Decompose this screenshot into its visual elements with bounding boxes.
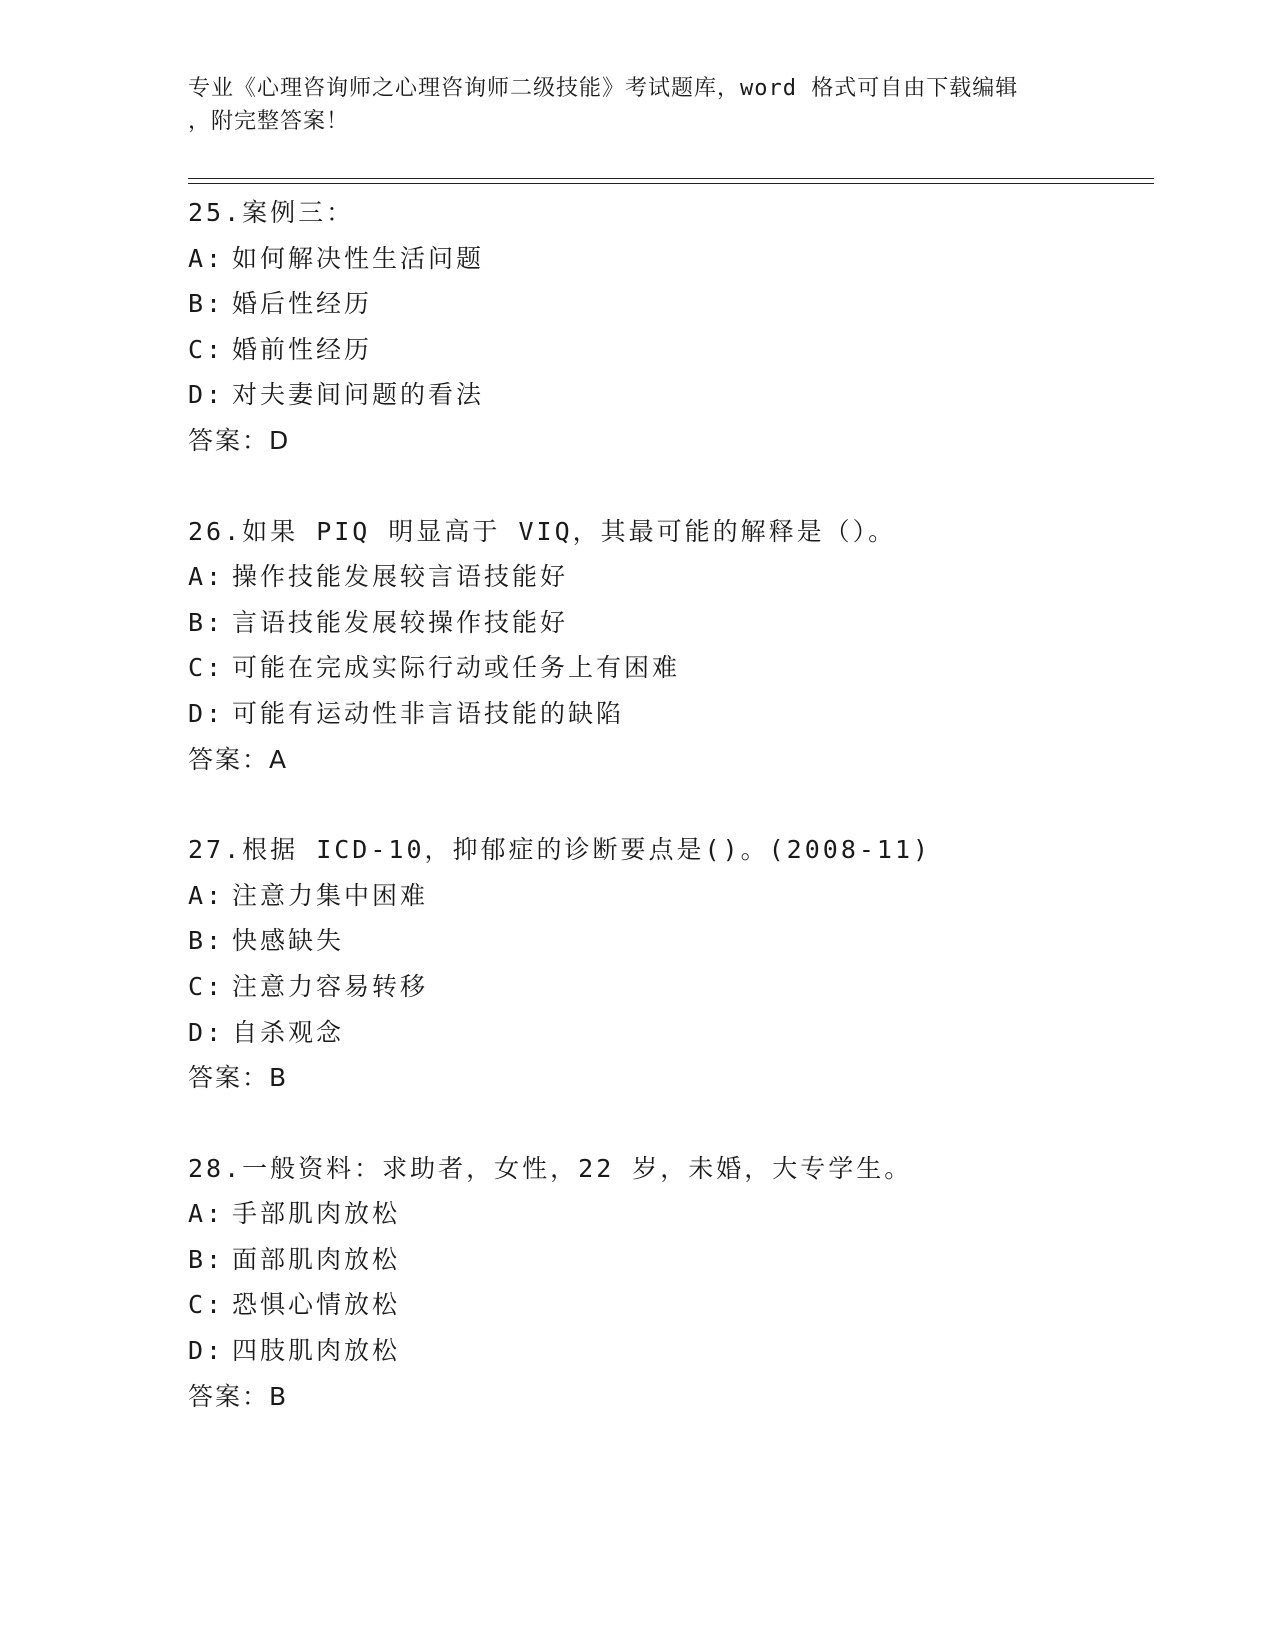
option-letter: A: [188, 1199, 225, 1229]
option-text: 如何解决性生活问题 [232, 243, 485, 273]
option-text: 自杀观念 [232, 1017, 345, 1047]
option-d [188, 372, 1148, 418]
option-text: 恐惧心情放松 [232, 1290, 401, 1320]
option-letter: C: [188, 971, 225, 1001]
question-27 [188, 827, 1148, 1101]
answer-line: 答案：A [188, 744, 289, 774]
question-stem: 26.如果 PIQ 明显高于 VIQ，其最可能的解释是（）。 [188, 516, 897, 546]
header-divider-top [188, 178, 1154, 179]
option-a [188, 873, 1148, 919]
option-text: 婚后性经历 [232, 289, 373, 319]
question-stem: 28.一般资料：求助者，女性，22 岁，未婚，大专学生。 [188, 1153, 913, 1183]
option-letter: A: [188, 562, 225, 592]
header-divider-bottom [188, 183, 1154, 184]
option-letter: D: [188, 1336, 225, 1366]
option-b [188, 918, 1148, 964]
question-stem: 25.案例三： [188, 198, 355, 227]
option-text: 手部肌肉放松 [232, 1199, 401, 1229]
option-text: 言语技能发展较操作技能好 [232, 607, 569, 637]
header-line-2: ，附完整答案！ [188, 109, 350, 134]
option-d [188, 691, 1148, 737]
option-letter: A: [188, 243, 225, 273]
option-letter: A: [188, 880, 225, 910]
option-text: 可能在完成实际行动或任务上有困难 [232, 653, 681, 683]
option-text: 操作技能发展较言语技能好 [232, 562, 569, 592]
option-text: 注意力集中困难 [232, 880, 429, 910]
answer-line: 答案：B [188, 1063, 289, 1093]
option-b [188, 281, 1148, 327]
option-text: 对夫妻间问题的看法 [232, 380, 485, 410]
option-c [188, 327, 1148, 373]
option-a [188, 1191, 1148, 1237]
answer-line: 答案：B [188, 1381, 289, 1411]
question-28 [188, 1146, 1148, 1420]
header-line-1: 专业《心理咨询师之心理咨询师二级技能》考试题库，word 格式可自由下载编辑 [188, 76, 1019, 101]
option-d [188, 1010, 1148, 1056]
question-list [188, 190, 1148, 1419]
question-26 [188, 509, 1148, 783]
option-text: 婚前性经历 [232, 334, 373, 364]
option-c [188, 1282, 1148, 1328]
option-letter: B: [188, 607, 225, 637]
option-text: 注意力容易转移 [232, 971, 429, 1001]
question-stem: 27.根据 ICD-10，抑郁症的诊断要点是()。(2008-11) [188, 835, 932, 865]
option-b [188, 1237, 1148, 1283]
option-letter: C: [188, 334, 225, 364]
option-letter: C: [188, 1290, 225, 1320]
option-letter: B: [188, 1244, 225, 1274]
option-text: 快感缺失 [232, 926, 345, 956]
option-b [188, 600, 1148, 646]
option-letter: B: [188, 289, 225, 319]
option-letter: B: [188, 926, 225, 956]
option-letter: D: [188, 698, 225, 728]
option-letter: D: [188, 380, 225, 410]
option-c [188, 964, 1148, 1010]
document-header [188, 72, 1078, 138]
option-text: 四肢肌肉放松 [232, 1336, 401, 1366]
question-25 [188, 190, 1148, 464]
option-a [188, 236, 1148, 282]
option-text: 可能有运动性非言语技能的缺陷 [232, 698, 625, 728]
option-text: 面部肌肉放松 [232, 1244, 401, 1274]
option-d [188, 1328, 1148, 1374]
option-letter: D: [188, 1017, 225, 1047]
answer-line: 答案：D [188, 425, 291, 455]
option-a [188, 554, 1148, 600]
option-letter: C: [188, 653, 225, 683]
option-c [188, 645, 1148, 691]
